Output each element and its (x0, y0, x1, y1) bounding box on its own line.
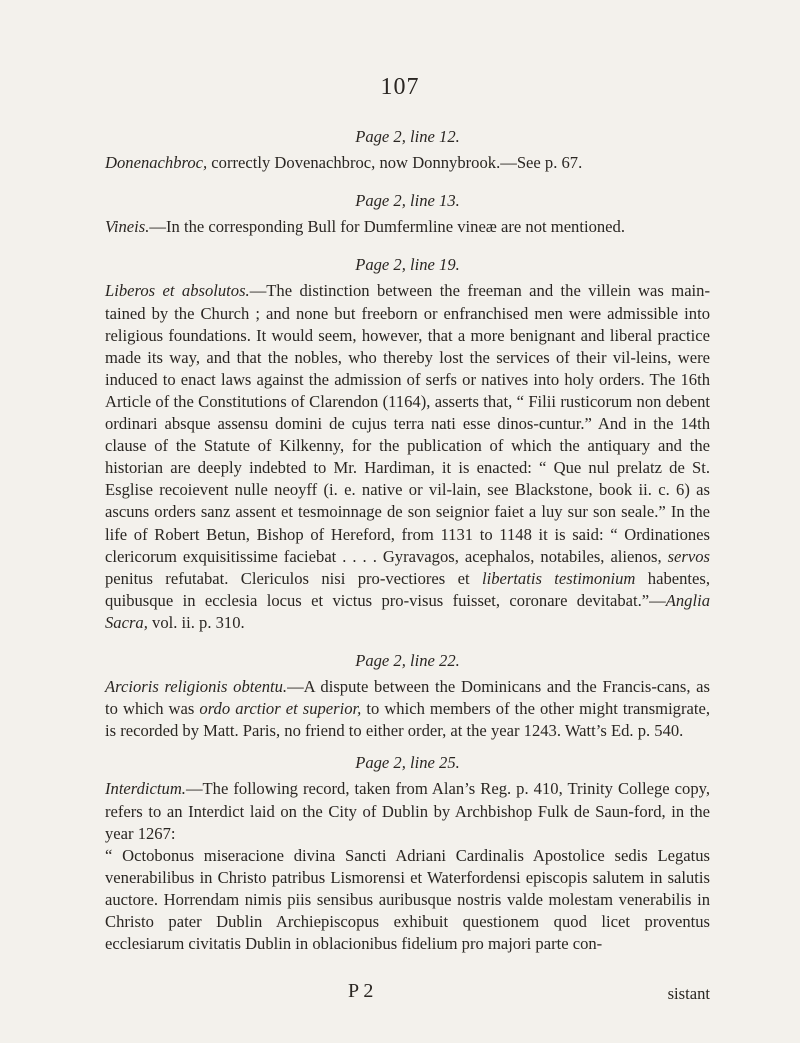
catchword: sistant (667, 984, 710, 1003)
section-heading-4: Page 2, line 22. (355, 650, 460, 670)
page-body (105, 126, 710, 955)
note-arcioris: Arcioris religionis obtentu.—A dispute between the Dominicans and the Francis-cans, as to which was ordo arctior et superior, to which members of the other might transmigrate, is recorded by Matt. Paris, no friend to either order, at the year 1243. Watt’s Ed. p. 540. (105, 677, 710, 741)
note-vineis: Vineis.—In the corresponding Bull for Dumfermline vineæ are not mentioned. (105, 217, 625, 237)
signature-mark: P 2 (348, 980, 374, 1002)
note-liberos: Liberos et absolutos.—The distinction between the freeman and the villein was main-tained by the Church ; and none but freeborn or enfranchised men were admissible into religious foundations. It would seem, however, that a more benignant and liberal practice made its way, and that the nobles, who thereby lost the services of their vil-leins, were induced to enact laws against the admission of serfs or natives into holy orders. The 16th Article of the Constitutions of Clarendon (1164), asserts that, “ Filii rusticorum non debent ordinari absque assensu domini de cujus terra nati esse dinos-cuntur.” And in the 14th clause of the Statute of Kilkenny, for the publication of which the antiquary and the historian are deeply indebted to Mr. Hardiman, it is enacted: “ Que nul prelatz de St. Esglise recoievent nulle neoyff (i. e. native or vil-lain, see Blackstone, book ii. c. 6) as ascuns orders sanz assent et tesmoinnage de son seignior faiet a luy sur son seale.” In the life of Robert Betun, Bishop of Hereford, from 1131 to 1148 it is said: “ Ordinationes clericorum exquisitissime faciebat . . . . Gyravagos, acephalos, notabiles, alienos, servos penitus refutabat. Clericulos nisi pro-vectiores et libertatis testimonium habentes, quibusque in ecclesia locus et victus pro-visus fuisset, coronare devitabat.”—Anglia Sacra, vol. ii. p. 310. (105, 281, 710, 632)
quoted-record: “ Octobonus miseracione divina Sancti Adriani Cardinalis Apostolice sedis Legatus venerabilibus in Christo patribus Lismorensi et Waterfordensi episcopis salutem in salutis auctore. Horrendam nimis piis sensibus auribusque nostris valde molestam venerabilis in Christo pater Dublin Archiepiscopus exhibuit questionem quod licet proventus ecclesiarum civitatis Dublin in oblacionibus fidelium pro majori parte con- (105, 845, 710, 954)
section-heading-3: Page 2, line 19. (355, 255, 460, 275)
note-donenachbroc: Donenachbroc, correctly Dovenachbroc, now Donnybrook.—See p. 67. (105, 153, 583, 173)
section-heading-2: Page 2, line 13. (355, 191, 460, 211)
page-number: 107 (380, 74, 420, 100)
section-heading-5: Page 2, line 25. (355, 753, 460, 773)
section-heading-1: Page 2, line 12. (355, 127, 460, 146)
note-interdictum: Interdictum.—The following record, taken from Alan’s Reg. p. 410, Trinity College copy, refers to an Interdict laid on the City of Dublin by Archbishop Fulk de Saun-ford, in the year 1267: (105, 779, 710, 843)
